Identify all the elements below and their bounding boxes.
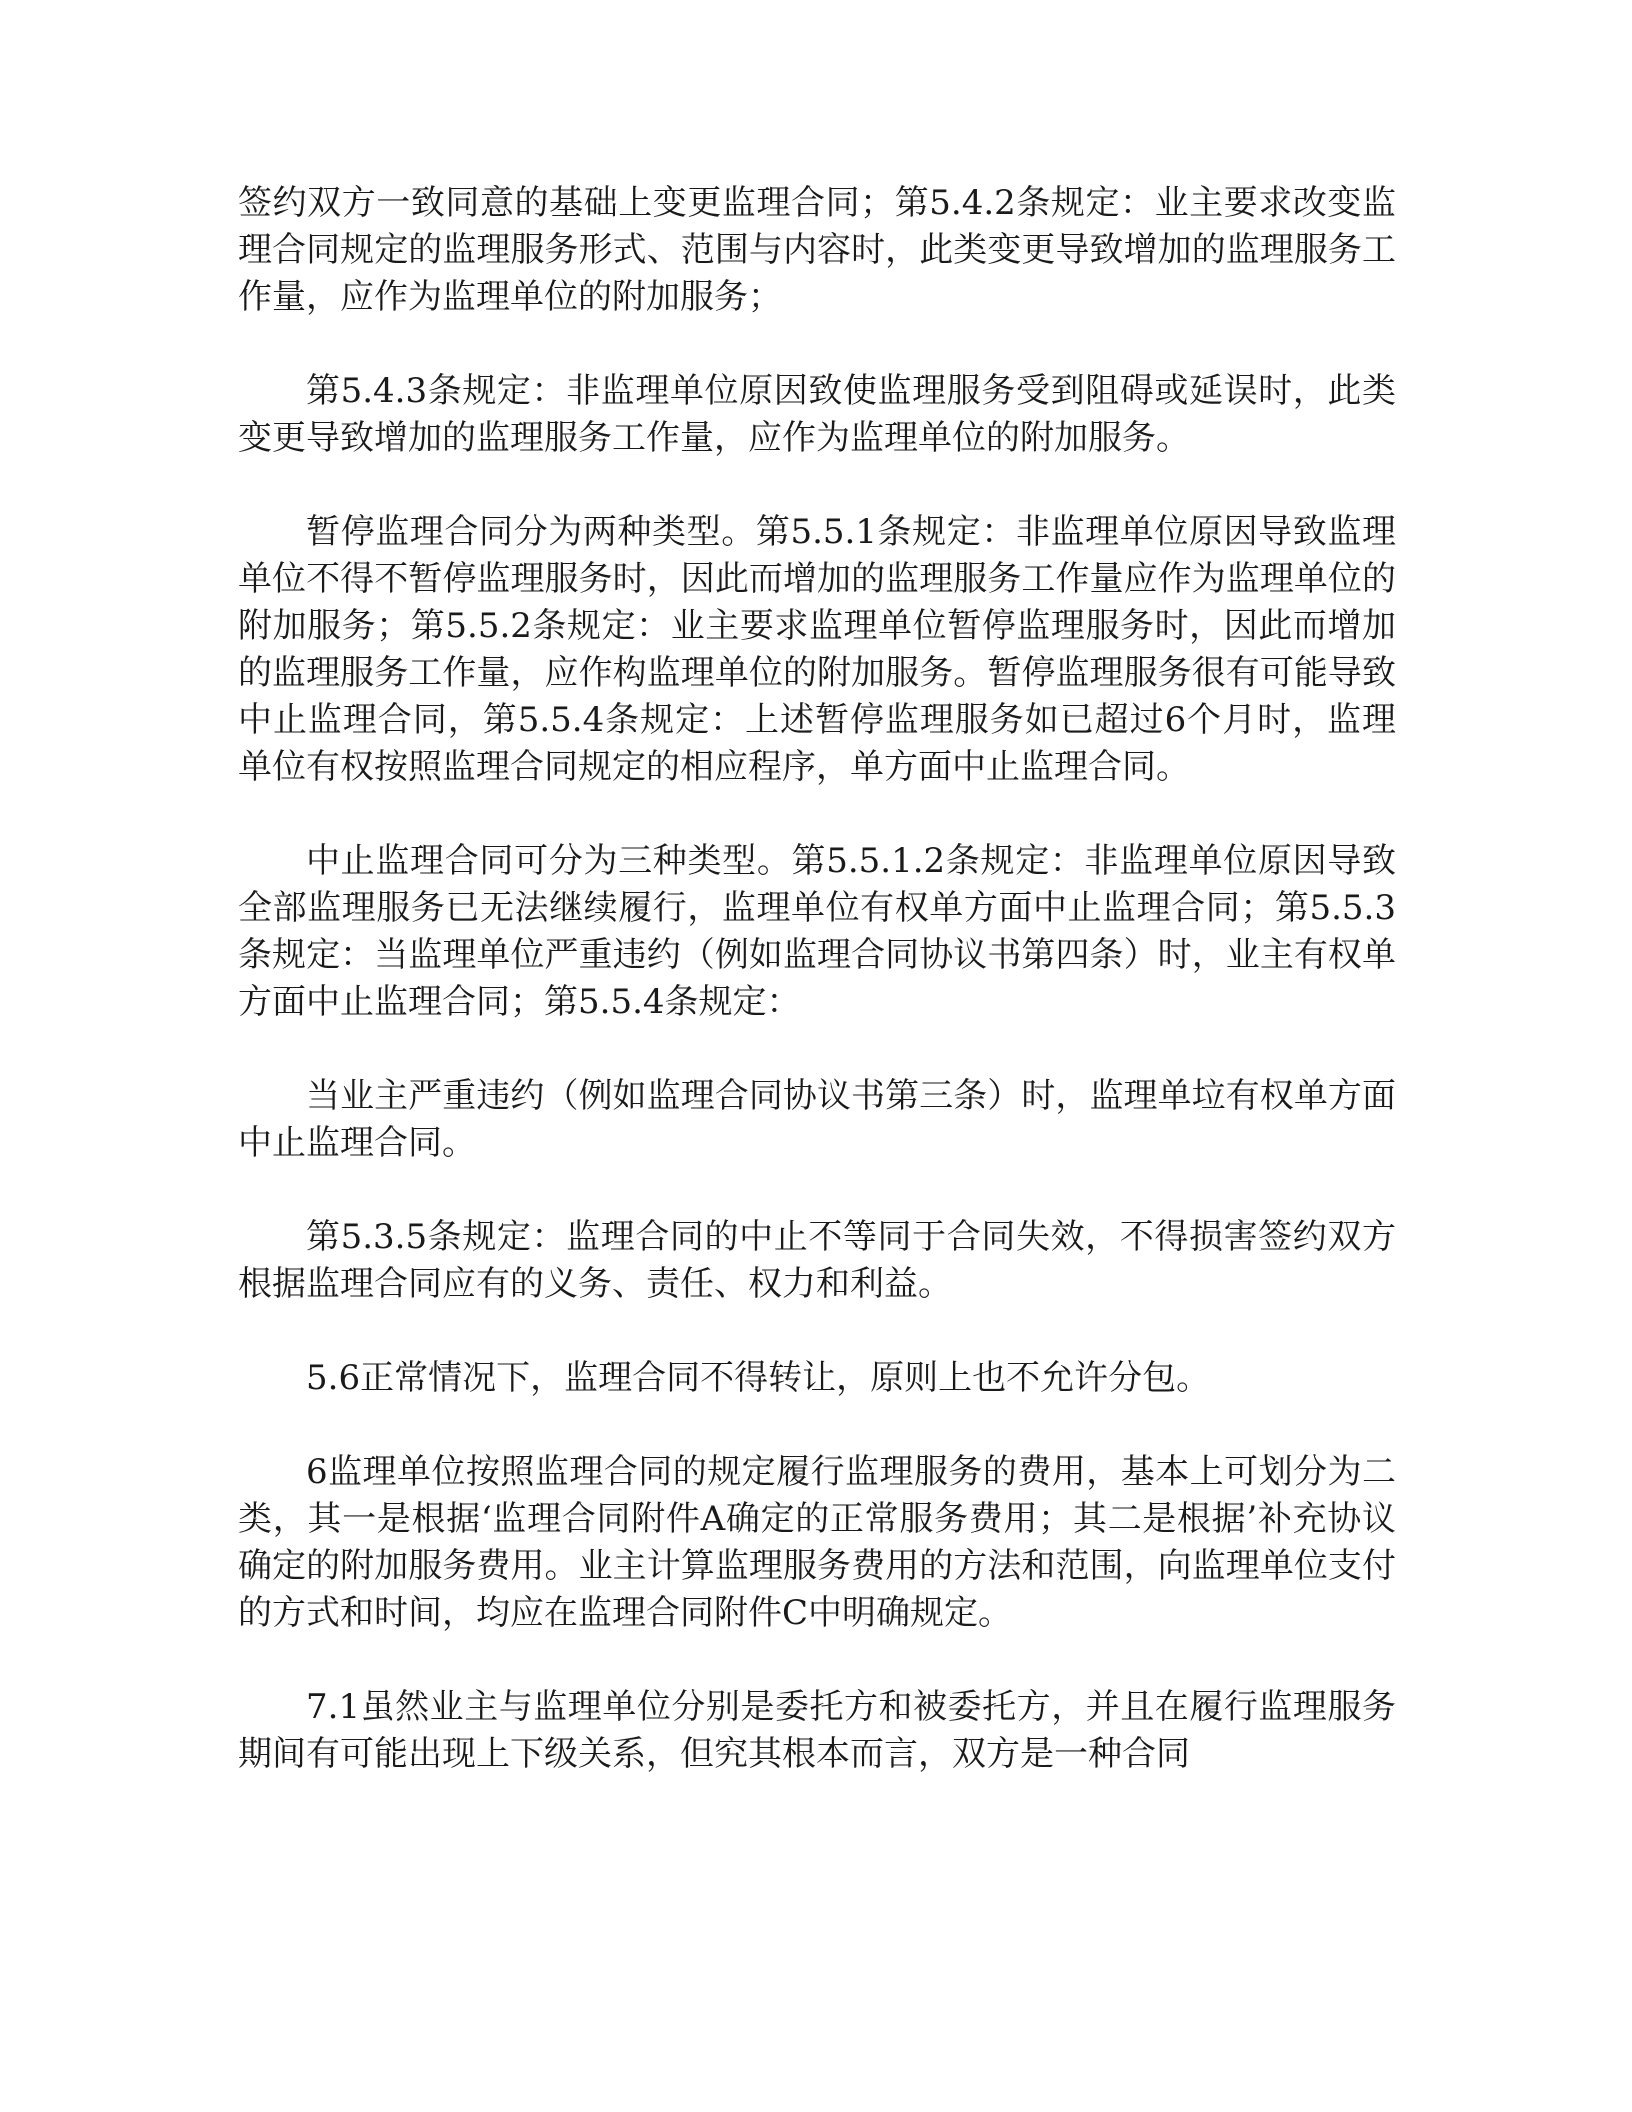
- paragraph-owner-breach: 当业主严重违约（例如监理合同协议书第三条）时，监理单垃有权单方面中止监理合同。: [238, 1076, 1396, 1163]
- paragraph-article-5-3-5: 第5.3.5条规定：监理合同的中止不等同于合同失效，不得损害签约双方根据监理合同应有的义务、责任、权力和利益。: [238, 1217, 1396, 1304]
- paragraph-contract-change: 签约双方一致同意的基础上变更监理合同；第5.4.2条规定：业主要求改变监理合同规定的监理服务形式、范围与内容时，此类变更导致增加的监理服务工作量，应作为监理单位的附加服务；: [238, 183, 1396, 317]
- document-body: [238, 180, 1396, 1778]
- paragraph-no-transfer: 5.6正常情况下，监理合同不得转让，原则上也不允许分包。: [306, 1358, 1211, 1398]
- paragraph-service-fees: 6监理单位按照监理合同的规定履行监理服务的费用，基本上可划分为二类，其一是根据‘监理合同附件A确定的正常服务费用；其二是根据’补充协议确定的附加服务费用。业主计算监理服务费用的方法和范围，向监理单位支付的方式和时间，均应在监理合同附件C中明确规定。: [238, 1452, 1396, 1633]
- paragraph-article-5-4-3: 第5.4.3条规定：非监理单位原因致使监理服务受到阻碍或延误时，此类变更导致增加的监理服务工作量，应作为监理单位的附加服务。: [238, 371, 1396, 458]
- paragraph-suspend-contract: 暂停监理合同分为两种类型。第5.5.1条规定：非监理单位原因导致监理单位不得不暂停监理服务时，因此而增加的监理服务工作量应作为监理单位的附加服务；第5.5.2条规定：业主要求监理单位暂停监理服务时，因此而增加的监理服务工作量，应作构监理单位的附加服务。暂停监理服务很有可能导致中止监理合同，第5.5.4条规定：上述暂停监理服务如已超过6个月时，监理单位有权按照监理合同规定的相应程序，单方面中止监理合同。: [238, 512, 1396, 787]
- paragraph-terminate-contract: 中止监理合同可分为三种类型。第5.5.1.2条规定：非监理单位原因导致全部监理服务已无法继续履行，监理单位有权单方面中止监理合同；第5.5.3条规定：当监理单位严重违约（例如监理合同协议书第四条）时，业主有权单方面中止监理合同；第5.5.4条规定：: [238, 841, 1396, 1022]
- paragraph-relationship: 7.1虽然业主与监理单位分别是委托方和被委托方，并且在履行监理服务期间有可能出现上下级关系，但究其根本而言，双方是一种合同: [238, 1687, 1396, 1774]
